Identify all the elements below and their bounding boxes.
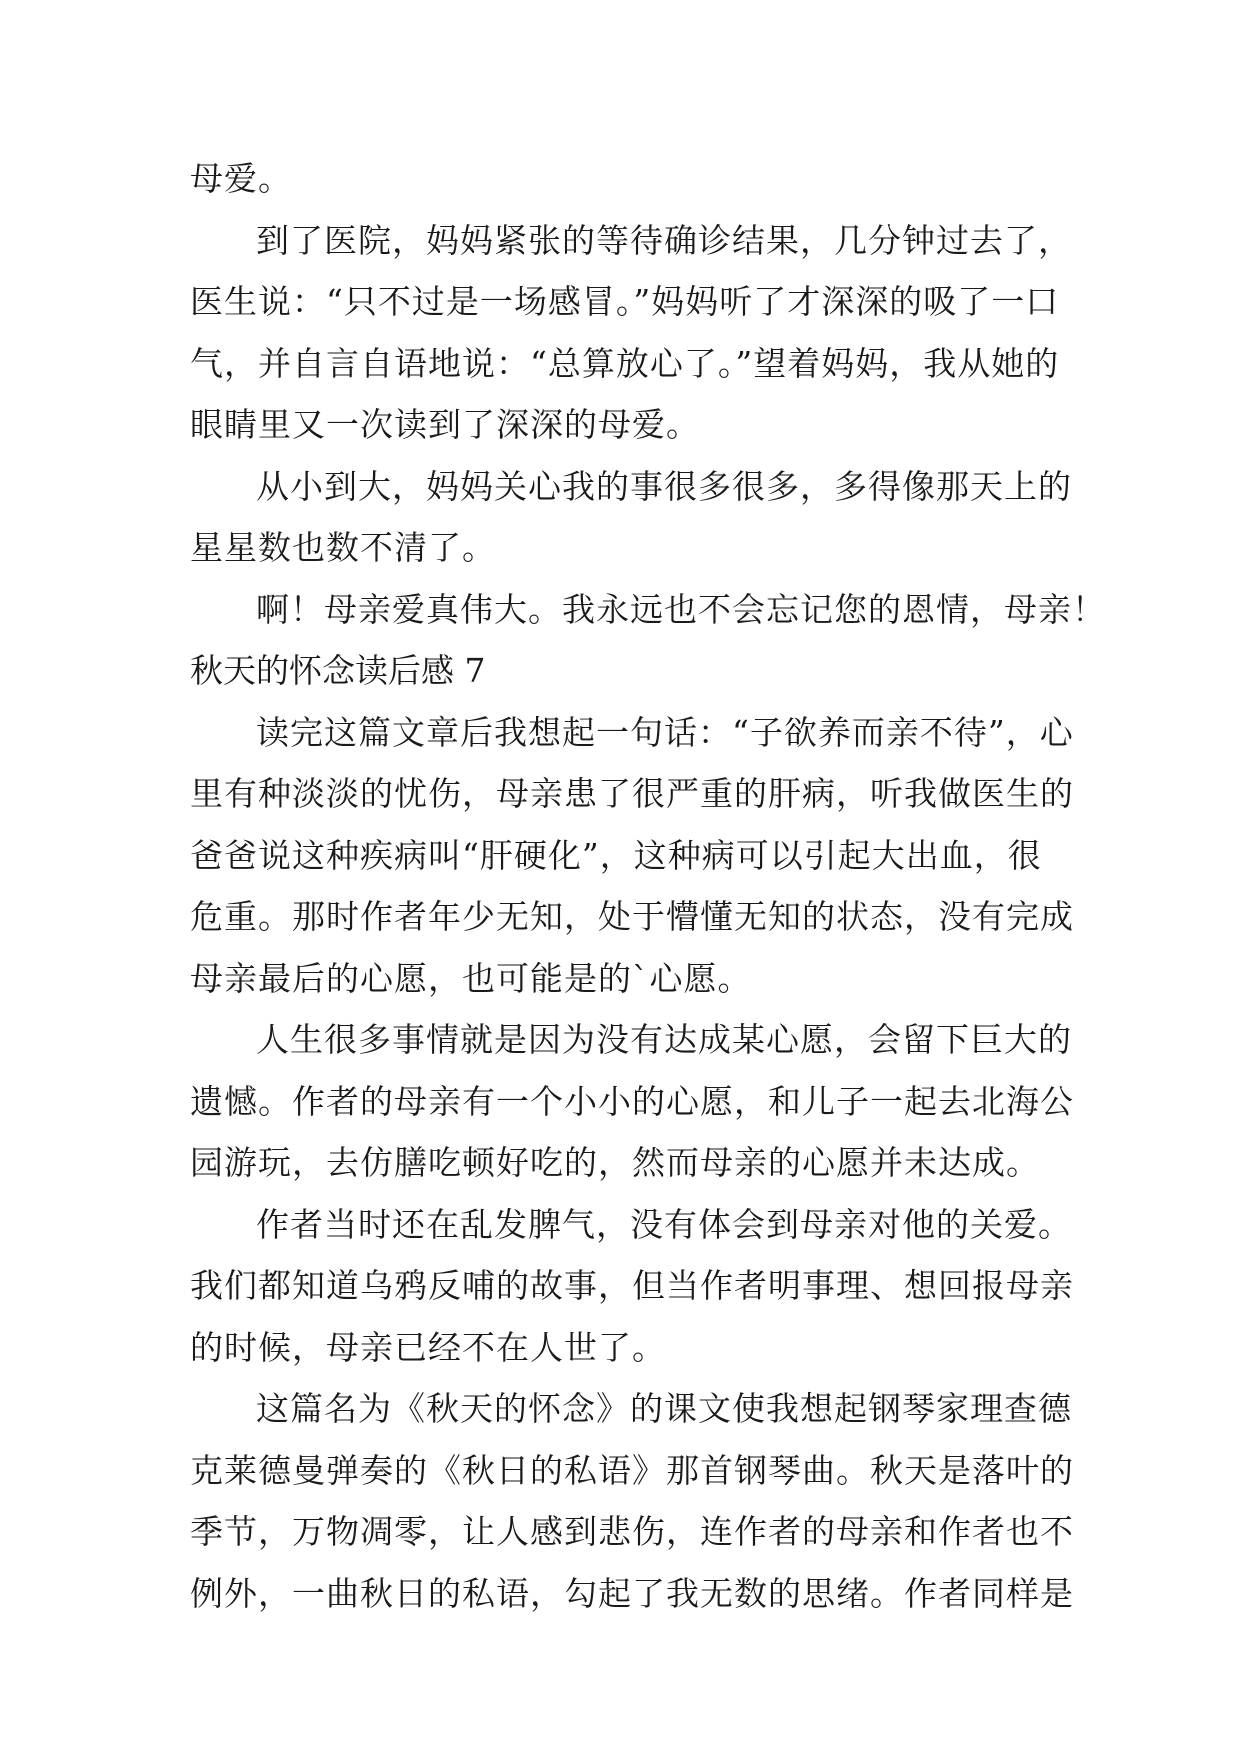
- text-line: 危重。那时作者年少无知，处于懵懂无知的状态，没有完成: [190, 897, 1074, 936]
- paragraph-start-line: 从小到大，妈妈关心我的事很多很多，多得像那天上的: [256, 466, 1072, 506]
- text-line: 的时候，母亲已经不在人世了。: [190, 1327, 666, 1367]
- document-body: [190, 148, 1106, 1624]
- paragraph-start-line: 人生很多事情就是因为没有达成某心愿，会留下巨大的: [256, 1020, 1072, 1059]
- paragraph-start-line: 作者当时还在乱发脾气，没有体会到母亲对他的关爱。: [256, 1204, 1072, 1244]
- text-line: 爸爸说这种疾病叫“肝硬化”，这种病可以引起大出血，很: [190, 835, 1042, 875]
- text-line: 季节，万物凋零，让人感到悲伤，连作者的母亲和作者也不: [190, 1512, 1074, 1551]
- paragraph-start-line: 到了医院，妈妈紧张的等待确诊结果，几分钟过去了，: [256, 220, 1072, 260]
- text-line: 我们都知道乌鸦反哺的故事，但当作者明事理、想回报母亲: [190, 1266, 1074, 1305]
- text-line: 医生说：“只不过是一场感冒。”妈妈听了才深深的吸了一口: [190, 282, 1060, 321]
- paragraph-start-line: 这篇名为《秋天的怀念》的课文使我想起钢琴家理查德: [256, 1389, 1072, 1428]
- text-line: 里有种淡淡的忧伤，母亲患了很严重的肝病，听我做医生的: [190, 774, 1074, 813]
- section-heading: 秋天的怀念读后感 7: [190, 651, 486, 690]
- paragraph-start-line: 读完这篇文章后我想起一句话：“子欲养而亲不待”，心: [256, 712, 1074, 752]
- text-line: 星星数也数不清了。: [190, 528, 496, 567]
- text-line: 克莱德曼弹奏的《秋日的私语》那首钢琴曲。秋天是落叶的: [190, 1450, 1074, 1490]
- text-line: 例外，一曲秋日的私语，勾起了我无数的思绪。作者同样是: [190, 1573, 1074, 1613]
- text-line: 母亲最后的心愿，也可能是的`心愿。: [190, 958, 752, 998]
- text-line: 遗憾。作者的母亲有一个小小的心愿，和儿子一起去北海公: [190, 1081, 1074, 1121]
- text-line: 眼睛里又一次读到了深深的母爱。: [190, 405, 700, 444]
- paragraph-start-line: 啊！母亲爱真伟大。我永远也不会忘记您的恩情，母亲！: [256, 589, 1106, 629]
- text-line: 气，并自言自语地说：“总算放心了。”望着妈妈，我从她的: [190, 343, 1060, 383]
- text-line: 母爱。: [190, 159, 292, 198]
- text-line: 园游玩，去仿膳吃顿好吃的，然而母亲的心愿并未达成。: [190, 1143, 1040, 1182]
